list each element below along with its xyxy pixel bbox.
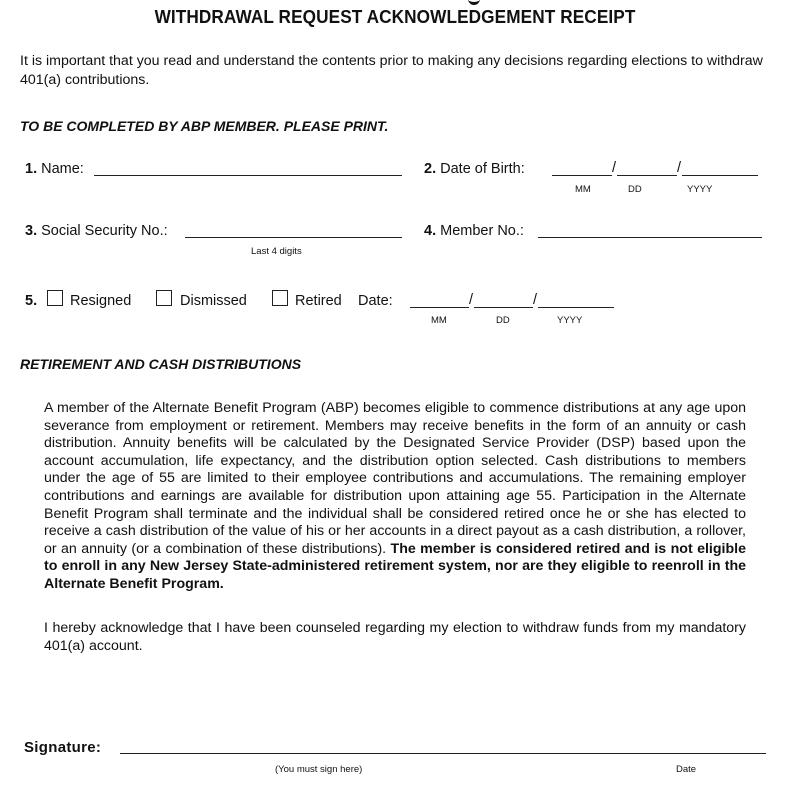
dob-yyyy-hint: YYYY — [687, 184, 713, 195]
status-date-label: Date: — [358, 293, 393, 309]
dob-year-field[interactable] — [682, 175, 758, 176]
name-field[interactable] — [94, 175, 402, 176]
retirement-heading: RETIREMENT AND CASH DISTRIBUTIONS — [20, 356, 302, 372]
dob-day-field[interactable] — [617, 175, 677, 176]
dob-label — [424, 161, 525, 177]
signature-label: Signature: — [24, 739, 102, 756]
signature-field[interactable] — [120, 753, 766, 754]
name-label — [25, 161, 84, 177]
resigned-checkbox[interactable] — [47, 290, 63, 306]
status-date-year-field[interactable] — [538, 307, 614, 308]
intro-text: It is important that you read and understand the contents prior to making any decisions regarding elections to withdraw 401(a) contributions. — [20, 53, 763, 88]
dob-dd-hint: DD — [628, 184, 642, 195]
dismissed-label: Dismissed — [180, 293, 247, 309]
member-no-number: 4. — [424, 223, 437, 239]
dob-separator-1: / — [612, 160, 617, 176]
dob-number: 2. — [424, 161, 437, 177]
dob-mm-hint: MM — [575, 184, 591, 195]
dob-month-field[interactable] — [552, 175, 612, 176]
ssn-label-text: Social Security No.: — [41, 223, 168, 239]
ssn-field[interactable] — [185, 237, 402, 238]
status-date-separator-2: / — [533, 292, 538, 308]
ssn-label — [25, 223, 168, 239]
retired-checkbox[interactable] — [272, 290, 288, 306]
retired-label: Retired — [295, 293, 342, 309]
member-no-label-text: Member No.: — [440, 223, 524, 239]
ssn-number: 3. — [25, 223, 38, 239]
cropped-heading-fragment — [468, 0, 480, 5]
status-date-month-field[interactable] — [410, 307, 469, 308]
status-date-yyyy-hint: YYYY — [557, 315, 583, 326]
retirement-paragraph-bold: The member is considered retired and is not eligible to enroll in any New Jersey State-administered retirement system, nor are they eligible to reenroll in the Alternate Benefit Program. — [44, 540, 746, 592]
ssn-hint: Last 4 digits — [251, 246, 302, 257]
signature-hint: (You must sign here) — [275, 764, 363, 775]
status-label — [25, 293, 37, 309]
member-no-field[interactable] — [538, 237, 762, 238]
retirement-paragraph-regular: A member of the Alternate Benefit Program (ABP) becomes eligible to commence distributions at any age upon severance from employment or retirement. Members may receive benefits in the form of an annuity or cash distribution. Annuity benefits will be calculated by the Designated Service Provider (DSP) based upon the account accumulation, life expectancy, and the distribution option selected. Cash distributions to members under the age of 55 are limited to their employee contributions and accumulations. The remaining employer contributions and earnings are available for distribution upon attaining age 55. Participation in the Alternate Benefit Program shall terminate and the individual shall be considered retired once he or she has elected to receive a cash distribution of the value of his or her accounts in a direct payout as a cash distribution, a rollover, or an annuity (or a combination of these distributions). — [44, 400, 746, 557]
status-date-day-field[interactable] — [474, 307, 533, 308]
status-number: 5. — [25, 293, 38, 309]
status-date-mm-hint: MM — [431, 315, 447, 326]
acknowledgement-text: I hereby acknowledge that I have been counseled regarding my election to withdraw funds from my mandatory 401(a) account. — [44, 620, 746, 654]
signature-date-hint: Date — [676, 764, 697, 775]
member-no-label — [424, 223, 524, 239]
resigned-label: Resigned — [70, 293, 132, 309]
retirement-paragraph — [44, 400, 746, 594]
dob-label-text: Date of Birth: — [440, 161, 525, 177]
name-number: 1. — [25, 161, 38, 177]
name-label-text: Name: — [41, 161, 84, 177]
dob-separator-2: / — [677, 160, 682, 176]
page-title: WITHDRAWAL REQUEST ACKNOWLEDGEMENT RECEIPT — [154, 6, 636, 27]
status-date-dd-hint: DD — [496, 315, 510, 326]
member-section-heading: TO BE COMPLETED BY ABP MEMBER. PLEASE PRINT. — [20, 118, 389, 134]
dismissed-checkbox[interactable] — [156, 290, 172, 306]
status-date-separator-1: / — [469, 292, 474, 308]
